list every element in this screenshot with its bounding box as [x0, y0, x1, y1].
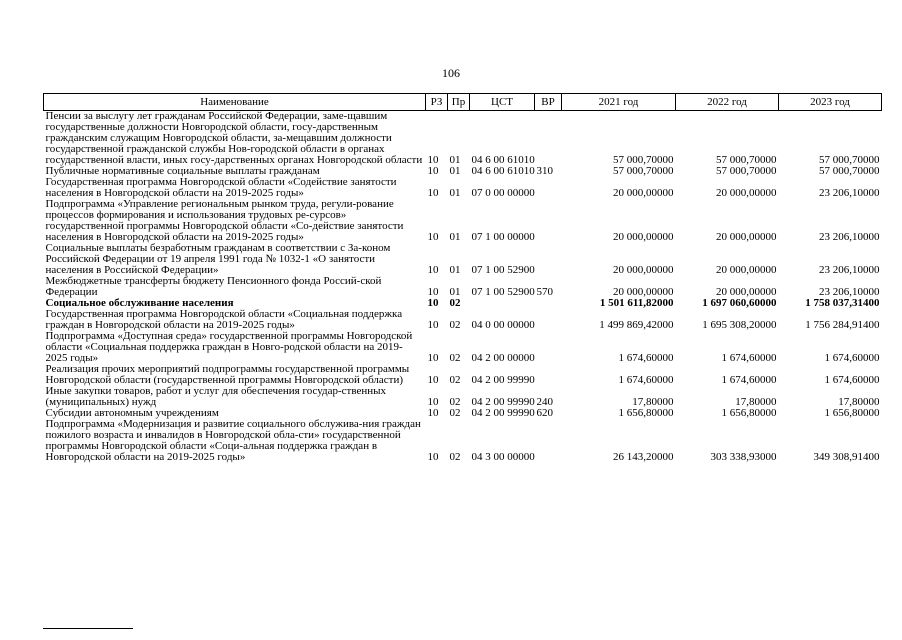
row-rz: 10: [427, 297, 439, 309]
row-2021: 20 000,00000: [613, 231, 674, 243]
row-vr: [535, 298, 562, 309]
row-cst: 07 1 00 00000: [471, 231, 535, 243]
row-2023: 23 206,10000: [819, 187, 880, 199]
row-vr: [535, 177, 562, 199]
row-name: Подпрограмма «Управление региональным рынком труда, регули-рование процессов формирования и использования трудовых ре-сурсов» государственной программы Новгородской области «Со-действие занятости населения в Новгородской области на 2019-2025 годы»: [45, 198, 404, 243]
row-2023: 1 674,60000: [824, 374, 880, 386]
row-rz: 10: [427, 165, 439, 177]
row-2022: 1 695 308,20000: [702, 319, 777, 331]
row-2021: 26 143,20000: [613, 451, 674, 463]
table-row: [44, 331, 882, 364]
row-name: Пенсии за выслугу лет гражданам Российской Федерации, заме-щавшим государственные должности Новгородской области, госу-дарственным гражданским служащим Новгородской области, за-мещавшим должности государственной гражданской службы Нов-городской области в органах государственной власти, иных госу-дарственных органах Новгородской области: [45, 110, 423, 166]
row-2021: 1 656,80000: [618, 407, 674, 419]
row-2023: 23 206,10000: [819, 231, 880, 243]
row-name: Социальные выплаты безработным гражданам в соответствии с За-коном Российской Федерации от 19 апреля 1991 года № 1032-1 «О занятости населения в Российской Федерации»: [45, 242, 391, 276]
row-pr: 02: [449, 297, 461, 309]
row-pr: 01: [449, 187, 461, 199]
row-2021: 17,80000: [632, 396, 674, 408]
table-row: [44, 386, 882, 408]
row-rz: 10: [427, 451, 439, 463]
row-name: Социальное обслуживание населения: [45, 297, 234, 309]
table-row: [44, 309, 882, 331]
row-2021: 57 000,70000: [613, 165, 674, 177]
row-pr: 01: [449, 286, 461, 298]
row-name: Публичные нормативные социальные выплаты гражданам: [45, 165, 320, 177]
row-cst: 07 1 00 52900: [471, 286, 535, 298]
row-rz: 10: [427, 407, 439, 419]
row-vr: [535, 419, 562, 463]
row-pr: 02: [449, 374, 461, 386]
header-cst: ЦСТ: [470, 94, 535, 111]
footnote-divider: [43, 628, 133, 629]
row-cst: 04 0 00 00000: [471, 319, 535, 331]
row-2023: 23 206,10000: [819, 286, 880, 298]
row-2023: 23 206,10000: [819, 264, 880, 276]
table-row: [44, 364, 882, 386]
row-cst: 04 6 00 61010: [471, 165, 535, 177]
header-rz: РЗ: [426, 94, 448, 111]
row-rz: 10: [427, 352, 439, 364]
page-number: 106: [442, 66, 460, 80]
row-2023: 17,80000: [838, 396, 880, 408]
row-vr: [535, 364, 562, 386]
row-vr: [535, 309, 562, 331]
row-2022: 1 656,80000: [721, 407, 777, 419]
row-2023: 1 756 284,91400: [805, 319, 880, 331]
header-vr: ВР: [535, 94, 562, 111]
row-name: Государственная программа Новгородской области «Социальная поддержка граждан в Новгородской области на 2019-2025 годы»: [45, 308, 403, 331]
row-pr: 01: [449, 165, 461, 177]
row-cst: 04 6 00 61010: [471, 154, 535, 166]
header-name: Наименование: [44, 94, 426, 111]
row-rz: 10: [427, 231, 439, 243]
table-row: [44, 177, 882, 199]
row-vr: 310: [536, 165, 553, 177]
row-pr: 02: [449, 407, 461, 419]
row-2023: 57 000,70000: [819, 154, 880, 166]
row-vr: 570: [536, 286, 553, 298]
row-name: Субсидии автономным учреждениям: [45, 407, 219, 419]
row-2021: 1 674,60000: [618, 352, 674, 364]
row-2022: 1 697 060,60000: [702, 297, 777, 309]
table-row: [44, 199, 882, 243]
row-2021: 57 000,70000: [613, 154, 674, 166]
row-vr: [535, 331, 562, 364]
row-2022: 1 674,60000: [721, 352, 777, 364]
row-cst: 07 0 00 00000: [471, 187, 535, 199]
header-year-2023: 2023 год: [779, 94, 882, 111]
header-pr: Пр: [448, 94, 470, 111]
row-2023: 349 308,91400: [813, 451, 880, 463]
row-pr: 02: [449, 319, 461, 331]
row-2023: 1 674,60000: [824, 352, 880, 364]
table-row: [44, 276, 882, 298]
row-vr: [535, 199, 562, 243]
table-row: [44, 243, 882, 276]
row-2021: 1 674,60000: [618, 374, 674, 386]
row-vr: [535, 243, 562, 276]
row-name: Подпрограмма «Доступная среда» государственной программы Новгородской области «Социальная поддержка граждан в Новго-родской области на 2019-2025 годы»: [45, 330, 413, 364]
row-2021: 20 000,00000: [613, 264, 674, 276]
header-year-2021: 2021 год: [562, 94, 676, 111]
row-rz: 10: [427, 154, 439, 166]
table-row: [44, 111, 882, 167]
row-name: Реализация прочих мероприятий подпрограммы государственной программы Новгородской области (государственной программы Новгородской области): [45, 363, 410, 386]
row-cst: 04 3 00 00000: [471, 451, 535, 463]
row-pr: 02: [449, 396, 461, 408]
row-2022: 303 338,93000: [710, 451, 777, 463]
row-2022: 57 000,70000: [716, 165, 777, 177]
row-pr: 02: [449, 352, 461, 364]
row-cst: 04 2 00 00000: [471, 352, 535, 364]
row-vr: 240: [536, 396, 553, 408]
row-rz: 10: [427, 319, 439, 331]
row-2022: 1 674,60000: [721, 374, 777, 386]
row-2022: 20 000,00000: [716, 286, 777, 298]
row-pr: 02: [449, 451, 461, 463]
row-rz: 10: [427, 374, 439, 386]
row-vr: [535, 111, 562, 167]
row-cst: 07 1 00 52900: [471, 264, 535, 276]
row-2021: 20 000,00000: [613, 187, 674, 199]
row-pr: 01: [449, 154, 461, 166]
table-row: [44, 419, 882, 463]
row-cst: 04 2 00 99990: [471, 407, 535, 419]
table-header-row: [44, 94, 882, 111]
row-2022: 20 000,00000: [716, 231, 777, 243]
header-year-2022: 2022 год: [676, 94, 779, 111]
row-cst: [470, 298, 535, 309]
row-pr: 01: [449, 264, 461, 276]
row-2022: 17,80000: [735, 396, 777, 408]
row-2023: 1 656,80000: [824, 407, 880, 419]
row-rz: 10: [427, 286, 439, 298]
row-2022: 20 000,00000: [716, 264, 777, 276]
row-pr: 01: [449, 231, 461, 243]
row-name: Государственная программа Новгородской области «Содействие занятости населения в Новгородской области на 2019-2025 годы»: [45, 176, 397, 199]
row-name: Иные закупки товаров, работ и услуг для обеспечения государ-ственных (муниципальных) нужд: [45, 385, 387, 408]
row-rz: 10: [427, 187, 439, 199]
row-vr: 620: [536, 407, 553, 419]
row-rz: 10: [427, 264, 439, 276]
budget-table: [43, 93, 882, 463]
row-2022: 57 000,70000: [716, 154, 777, 166]
row-rz: 10: [427, 396, 439, 408]
row-cst: 04 2 00 99990: [471, 396, 535, 408]
row-name: Подпрограмма «Модернизация и развитие социального обслужива-ния граждан пожилого возраста и инвалидов в Новгородской обла-сти» государственной программы Новгородской области «Соци-альная поддержка граждан в Новгородской области на 2019-2025 годы»: [45, 418, 421, 463]
row-2021: 20 000,00000: [613, 286, 674, 298]
row-2021: 1 499 869,42000: [599, 319, 674, 331]
row-cst: 04 2 00 99990: [471, 374, 535, 386]
row-2023: 1 758 037,31400: [805, 297, 880, 309]
row-2022: 20 000,00000: [716, 187, 777, 199]
row-2021: 1 501 611,82000: [599, 297, 674, 309]
row-2023: 57 000,70000: [819, 165, 880, 177]
row-name: Межбюджетные трансферты бюджету Пенсионного фонда Россий-ской Федерации: [45, 275, 382, 298]
